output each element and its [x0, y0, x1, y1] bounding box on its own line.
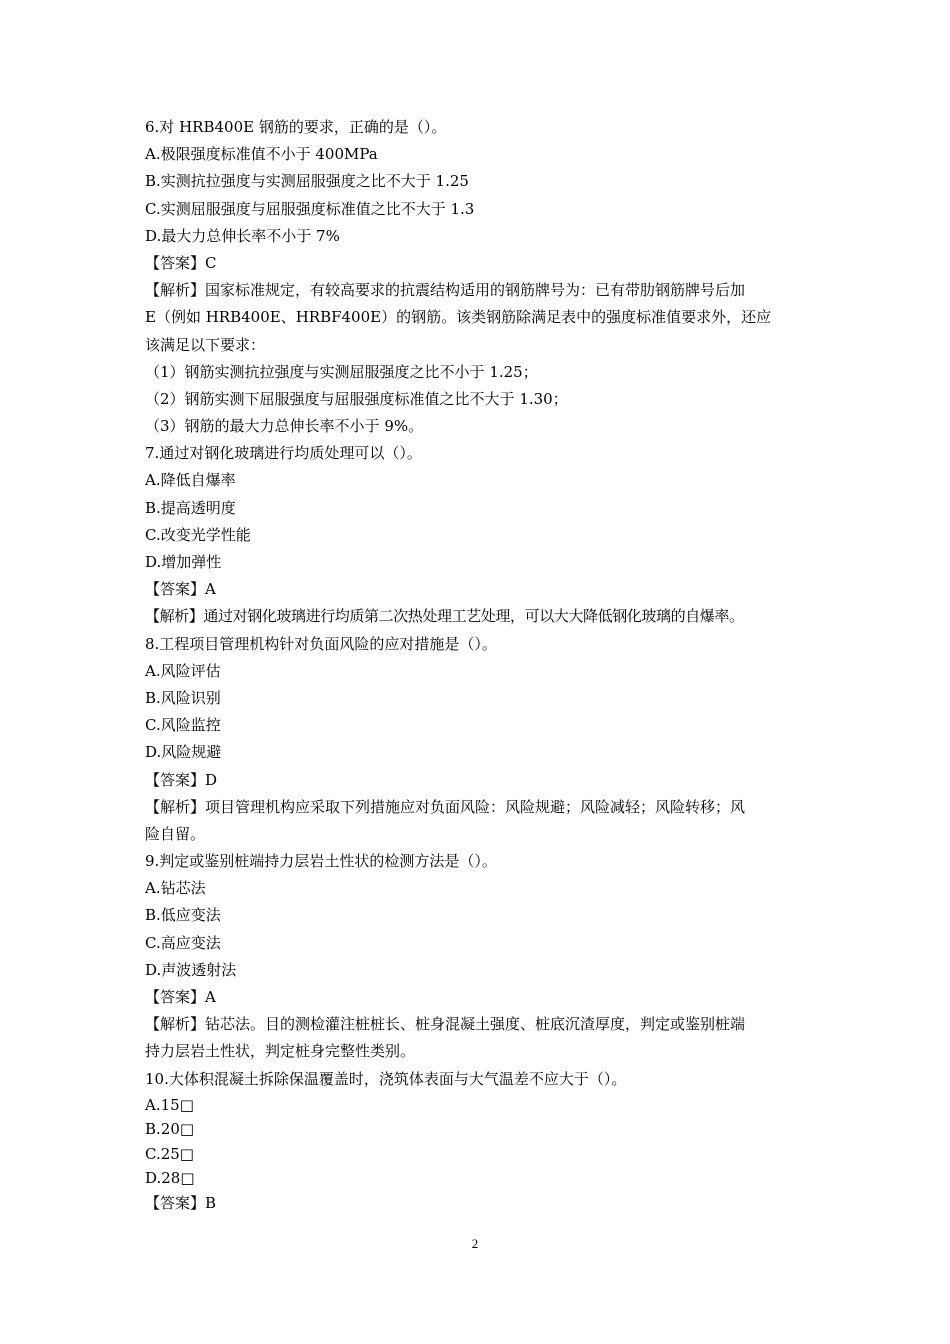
analysis-line: E（例如 HRB400E、HRBF400E）的钢筋。该类钢筋除满足表中的强度标准值要求外，还应: [145, 308, 772, 327]
page-number: 2: [471, 1236, 479, 1251]
answer: 【答案】A: [145, 580, 216, 599]
answer: 【答案】C: [145, 253, 217, 272]
option-a: A.极限强度标准值不小于 400MPa: [145, 145, 378, 164]
option-a: A.钻芯法: [145, 879, 206, 898]
option-a: A.15□: [145, 1095, 194, 1114]
option-d: D.增加弹性: [145, 553, 222, 571]
analysis-line: 【解析】国家标准规定，有较高要求的抗震结构适用的钢筋牌号为：已有带肋钢筋牌号后加: [145, 281, 746, 300]
analysis-line: （2）钢筋实测下屈服强度与屈服强度标准值之比不大于 1.30；: [145, 389, 568, 408]
analysis-line: 险自留。: [145, 824, 206, 843]
question-6-stem: 6.对 HRB400E 钢筋的要求，正确的是（）。: [145, 118, 447, 136]
option-c: C.实测屈服强度与屈服强度标准值之比不大于 1.3: [145, 199, 475, 218]
analysis-line: （1）钢筋实测抗拉强度与实测屈服强度之比不小于 1.25；: [145, 362, 538, 381]
option-a: A.降低自爆率: [145, 471, 236, 490]
option-d: D.声波透射法: [145, 960, 237, 979]
analysis-line: 【解析】通过对钢化玻璃进行均质第二次热处理工艺处理，可以大大降低钢化玻璃的自爆率。: [145, 607, 744, 626]
document-body: [145, 114, 810, 1218]
option-c: C.风险监控: [145, 716, 221, 735]
analysis-line: 【解析】项目管理机构应采取下列措施应对负面风险：风险规避；风险减轻；风险转移；风: [145, 797, 746, 816]
option-b: B.提高透明度: [145, 498, 236, 517]
option-d: D.风险规避: [145, 743, 222, 762]
option-c: C.改变光学性能: [145, 525, 251, 544]
option-c: C.25□: [145, 1144, 194, 1163]
option-d: D.最大力总伸长率不小于 7%: [145, 226, 340, 245]
option-d: D.28□: [145, 1168, 195, 1187]
option-b: B.实测抗拉强度与实测屈服强度之比不大于 1.25: [145, 172, 469, 191]
analysis-line: 持力层岩土性状，判定桩身完整性类别。: [145, 1042, 416, 1061]
answer: 【答案】B: [145, 1194, 217, 1213]
analysis-line: （3）钢筋的最大力总伸长率不小于 9%。: [145, 417, 424, 436]
question-10-stem: 10.大体积混凝土拆除保温覆盖时，浇筑体表面与大气温差不应大于（）。: [145, 1069, 627, 1088]
analysis-line: 【解析】钻芯法。目的测检灌注桩桩长、桩身混凝土强度、桩底沉渣厚度，判定或鉴别桩端: [145, 1015, 746, 1034]
analysis-line: 该满足以下要求：: [145, 335, 266, 354]
option-b: B.20□: [145, 1120, 195, 1139]
answer: 【答案】D: [145, 770, 218, 789]
question-8-stem: 8.工程项目管理机构针对负面风险的应对措施是（）。: [145, 634, 497, 653]
option-b: B.低应变法: [145, 906, 221, 925]
answer: 【答案】A: [145, 988, 216, 1006]
question-9-stem: 9.判定或鉴别桩端持力层岩土性状的检测方法是（）。: [145, 852, 497, 871]
option-c: C.高应变法: [145, 933, 221, 952]
option-b: B.风险识别: [145, 688, 221, 707]
option-a: A.风险评估: [145, 661, 221, 680]
question-7-stem: 7.通过对钢化玻璃进行均质处理可以（）。: [145, 444, 422, 463]
